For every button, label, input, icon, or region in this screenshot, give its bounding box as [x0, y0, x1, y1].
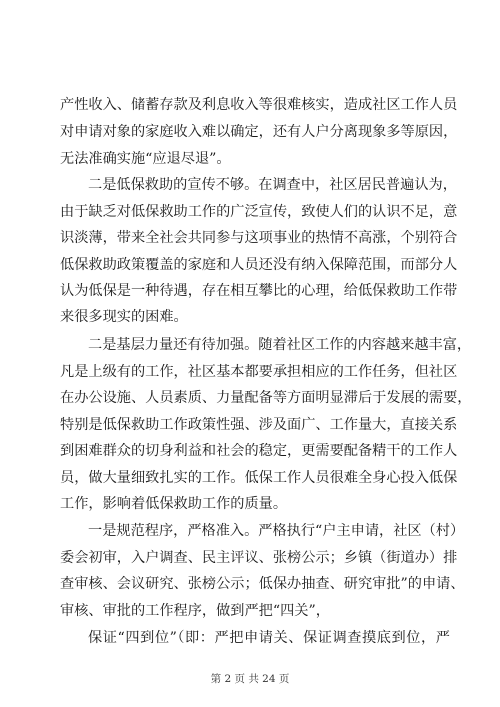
text-line: 认为低保是一种待遇，存在相互攀比的心理，给低保救助工作带 — [60, 283, 458, 299]
text-line: 产性收入、储蓄存款及利息收入等很难核实，造成社区工作人员 — [60, 97, 458, 113]
text-line: 在办公设施、人员素质、力量配备等方面明显滞后于发展的需要， — [60, 390, 472, 406]
text-line: 工作，影响着低保救助工作的质量。 — [60, 496, 288, 512]
text-line: 对申请对象的家庭收入难以确定，还有人户分离现象多等原因， — [60, 124, 458, 140]
paragraph-first-line: 保证“四到位”（即：严把申请关、保证调查摸底到位，严 — [88, 630, 450, 646]
text-line: 无法准确实施“应退尽退”。 — [60, 151, 231, 167]
text-line: 审核、审批的工作程序，做到严把“四关”， — [60, 603, 330, 619]
text-line: 由于缺乏对低保救助工作的广泛宣传，致使人们的认识不足，意 — [60, 204, 458, 220]
text-line: 识淡薄，带来全社会共同参与这项事业的热情不高涨，个别符合 — [60, 230, 458, 246]
text-line: 凡是上级有的工作，社区基本都要承担相应的工作任务，但社区 — [60, 364, 458, 380]
text-line: 特别是低保救助工作政策性强、涉及面广、工作量大，直接关系 — [60, 417, 458, 433]
paragraph-first-line: 一是规范程序，严格准入。严格执行“户主申请，社区（村） — [88, 523, 465, 539]
page-number-footer: 第 2 页 共 24 页 — [210, 673, 290, 685]
text-line: 委会初审，入户调查、民主评议、张榜公示；乡镇（街道办）排 — [60, 550, 458, 566]
text-line: 查审核、会议研究、张榜公示；低保办抽查、研究审批”的申请、 — [60, 576, 465, 592]
paragraph-first-line: 二是基层力量还有待加强。随着社区工作的内容越来越丰富， — [88, 337, 472, 353]
text-line: 到困难群众的切身利益和社会的稳定，更需要配备精干的工作人 — [60, 443, 458, 459]
text-line: 来很多现实的困难。 — [60, 309, 188, 325]
text-line: 员，做大量细致扎实的工作。低保工作人员很难全身心投入低保 — [60, 470, 458, 486]
text-line: 低保救助政策覆盖的家庭和人员还没有纳入保障范围，而部分人 — [60, 257, 458, 273]
paragraph-first-line: 二是低保救助的宣传不够。在调查中，社区居民普遍认为， — [88, 177, 457, 193]
